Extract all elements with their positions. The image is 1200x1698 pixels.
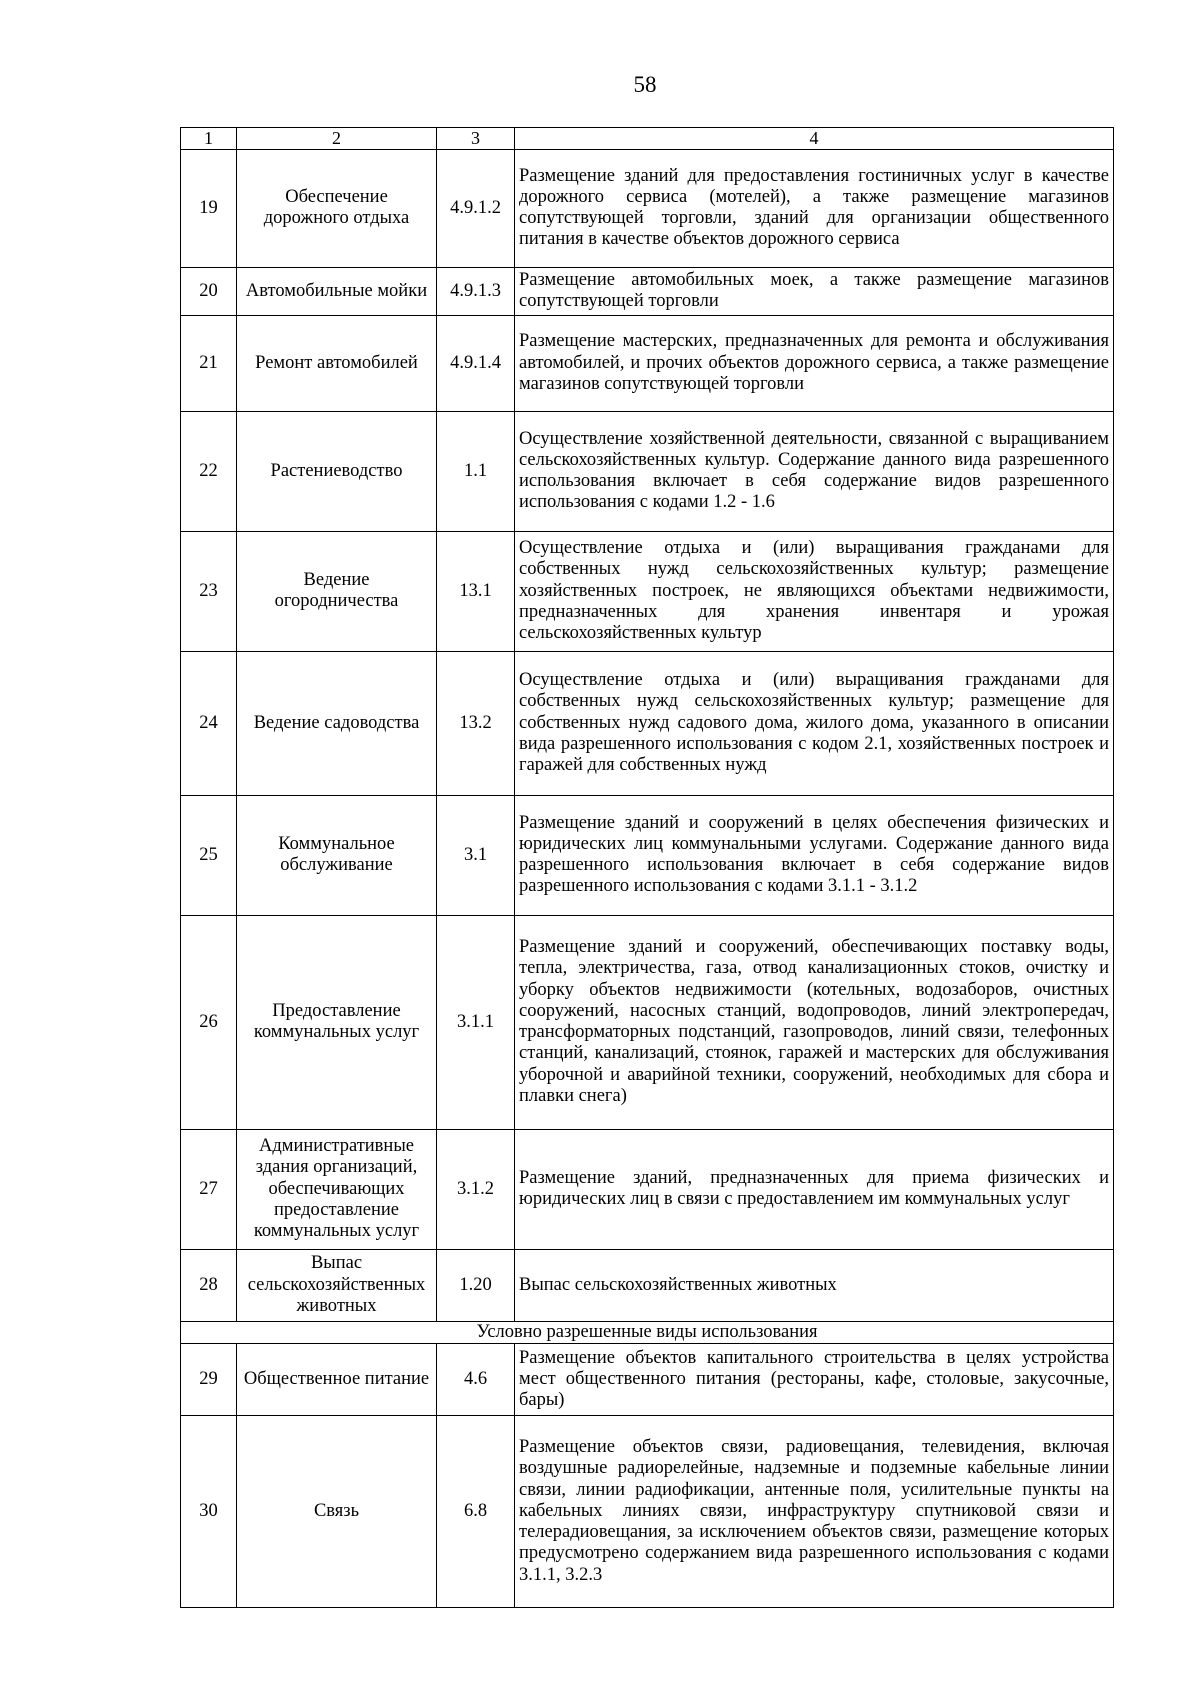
row-number: 25 (181, 795, 237, 915)
row-number: 24 (181, 651, 237, 795)
table-row (181, 651, 1114, 795)
use-type-description: Размещение зданий и сооружений в целях обеспечения физических и юридических лиц коммунальными услугами. Содержание данного вида разрешенного использования включает в себя содержание видов разрешенного использования с кодами 3.1.1 - 3.1.2 (515, 795, 1114, 915)
use-type-name: Растениеводство (237, 411, 437, 531)
table-row (181, 1129, 1114, 1249)
use-type-description: Размещение автомобильных моек, а также размещение магазинов сопутствующей торговли (515, 267, 1114, 315)
use-type-code: 4.9.1.3 (437, 267, 515, 315)
column-header: 4 (515, 128, 1114, 150)
section-title: Условно разрешенные виды использования (181, 1321, 1114, 1343)
use-type-name: Предоставление коммунальных услуг (237, 915, 437, 1129)
row-number: 20 (181, 267, 237, 315)
column-header: 3 (437, 128, 515, 150)
use-type-name: Общественное питание (237, 1343, 437, 1415)
column-header: 2 (237, 128, 437, 150)
use-type-name: Ведение огородничества (237, 531, 437, 651)
use-type-description: Осуществление отдыха и (или) выращивания гражданами для собственных нужд сельскохозяйственных культур; размещение для собственных нужд садового дома, жилого дома, указанного в описании вида разрешенного использования с кодом 2.1, хозяйственных построек и гаражей для собственных нужд (515, 651, 1114, 795)
use-type-description: Размещение зданий, предназначенных для приема физических и юридических лиц в связи с предоставлением им коммунальных услуг (515, 1129, 1114, 1249)
use-type-name: Ремонт автомобилей (237, 315, 437, 411)
row-number: 29 (181, 1343, 237, 1415)
use-type-code: 4.9.1.2 (437, 149, 515, 267)
use-type-code: 13.2 (437, 651, 515, 795)
table-row (181, 1343, 1114, 1415)
use-type-description: Размещение зданий для предоставления гостиничных услуг в качестве дорожного сервиса (мотелей), а также размещение магазинов сопутствующей торговли, зданий для организации общественного питания в качестве объектов дорожного сервиса (515, 149, 1114, 267)
use-type-name: Автомобильные мойки (237, 267, 437, 315)
use-type-description: Размещение объектов капитального строительства в целях устройства мест общественного питания (рестораны, кафе, столовые, закусочные, бары) (515, 1343, 1114, 1415)
section-header-row (181, 1321, 1114, 1343)
table-row (181, 411, 1114, 531)
use-type-description: Осуществление отдыха и (или) выращивания гражданами для собственных нужд сельскохозяйственных культур; размещение хозяйственных построек, не являющихся объектами недвижимости, предназначенных для хранения инвентаря и урожая сельскохозяйственных культур (515, 531, 1114, 651)
land-use-table (180, 127, 1114, 1608)
use-type-code: 13.1 (437, 531, 515, 651)
table-row (181, 315, 1114, 411)
page-number: 58 (633, 72, 657, 97)
use-type-name: Коммунальное обслуживание (237, 795, 437, 915)
use-type-code: 1.20 (437, 1249, 515, 1321)
table-row (181, 149, 1114, 267)
row-number: 28 (181, 1249, 237, 1321)
row-number: 21 (181, 315, 237, 411)
use-type-description: Размещение зданий и сооружений, обеспечивающих поставку воды, тепла, электричества, газа, отвод канализационных стоков, очистку и уборку объектов недвижимости (котельных, водозаборов, очистных сооружений, насосных станций, водопроводов, линий электропередач, трансформаторных подстанций, газопроводов, линий связи, телефонных станций, канализаций, стоянок, гаражей и мастерских для обслуживания уборочной и аварийной техники, сооружений, необходимых для сбора и плавки снега) (515, 915, 1114, 1129)
use-type-description: Размещение мастерских, предназначенных для ремонта и обслуживания автомобилей, и прочих объектов дорожного сервиса, а также размещение магазинов сопутствующей торговли (515, 315, 1114, 411)
table-row (181, 915, 1114, 1129)
table-row (181, 531, 1114, 651)
row-number: 26 (181, 915, 237, 1129)
column-header: 1 (181, 128, 237, 150)
table-row (181, 795, 1114, 915)
use-type-code: 3.1.2 (437, 1129, 515, 1249)
row-number: 30 (181, 1415, 237, 1607)
table-row (181, 267, 1114, 315)
use-type-description: Выпас сельскохозяйственных животных (515, 1249, 1114, 1321)
use-type-name: Ведение садоводства (237, 651, 437, 795)
use-type-code: 4.9.1.4 (437, 315, 515, 411)
row-number: 27 (181, 1129, 237, 1249)
use-type-description: Размещение объектов связи, радиовещания, телевидения, включая воздушные радиорелейные, надземные и подземные кабельные линии связи, линии радиофикации, антенные поля, усилительные пункты на кабельных линиях связи, инфраструктуру спутниковой связи и телерадиовещания, за исключением объектов связи, размещение которых предусмотрено содержанием вида разрешенного использования с кодами 3.1.1, 3.2.3 (515, 1415, 1114, 1607)
table-row (181, 1249, 1114, 1321)
use-type-name: Связь (237, 1415, 437, 1607)
row-number: 19 (181, 149, 237, 267)
use-type-code: 6.8 (437, 1415, 515, 1607)
use-type-name: Выпас сельскохозяйственных животных (237, 1249, 437, 1321)
use-type-description: Осуществление хозяйственной деятельности, связанной с выращиванием сельскохозяйственных культур. Содержание данного вида разрешенного использования включает в себя содержание видов разрешенного использования с кодами 1.2 - 1.6 (515, 411, 1114, 531)
use-type-name: Обеспечение дорожного отдыха (237, 149, 437, 267)
table-row (181, 1415, 1114, 1607)
table-header-row (181, 128, 1114, 150)
use-type-name: Административные здания организаций, обеспечивающих предоставление коммунальных услуг (237, 1129, 437, 1249)
use-type-code: 3.1 (437, 795, 515, 915)
row-number: 23 (181, 531, 237, 651)
use-type-code: 3.1.1 (437, 915, 515, 1129)
use-type-code: 1.1 (437, 411, 515, 531)
row-number: 22 (181, 411, 237, 531)
use-type-code: 4.6 (437, 1343, 515, 1415)
